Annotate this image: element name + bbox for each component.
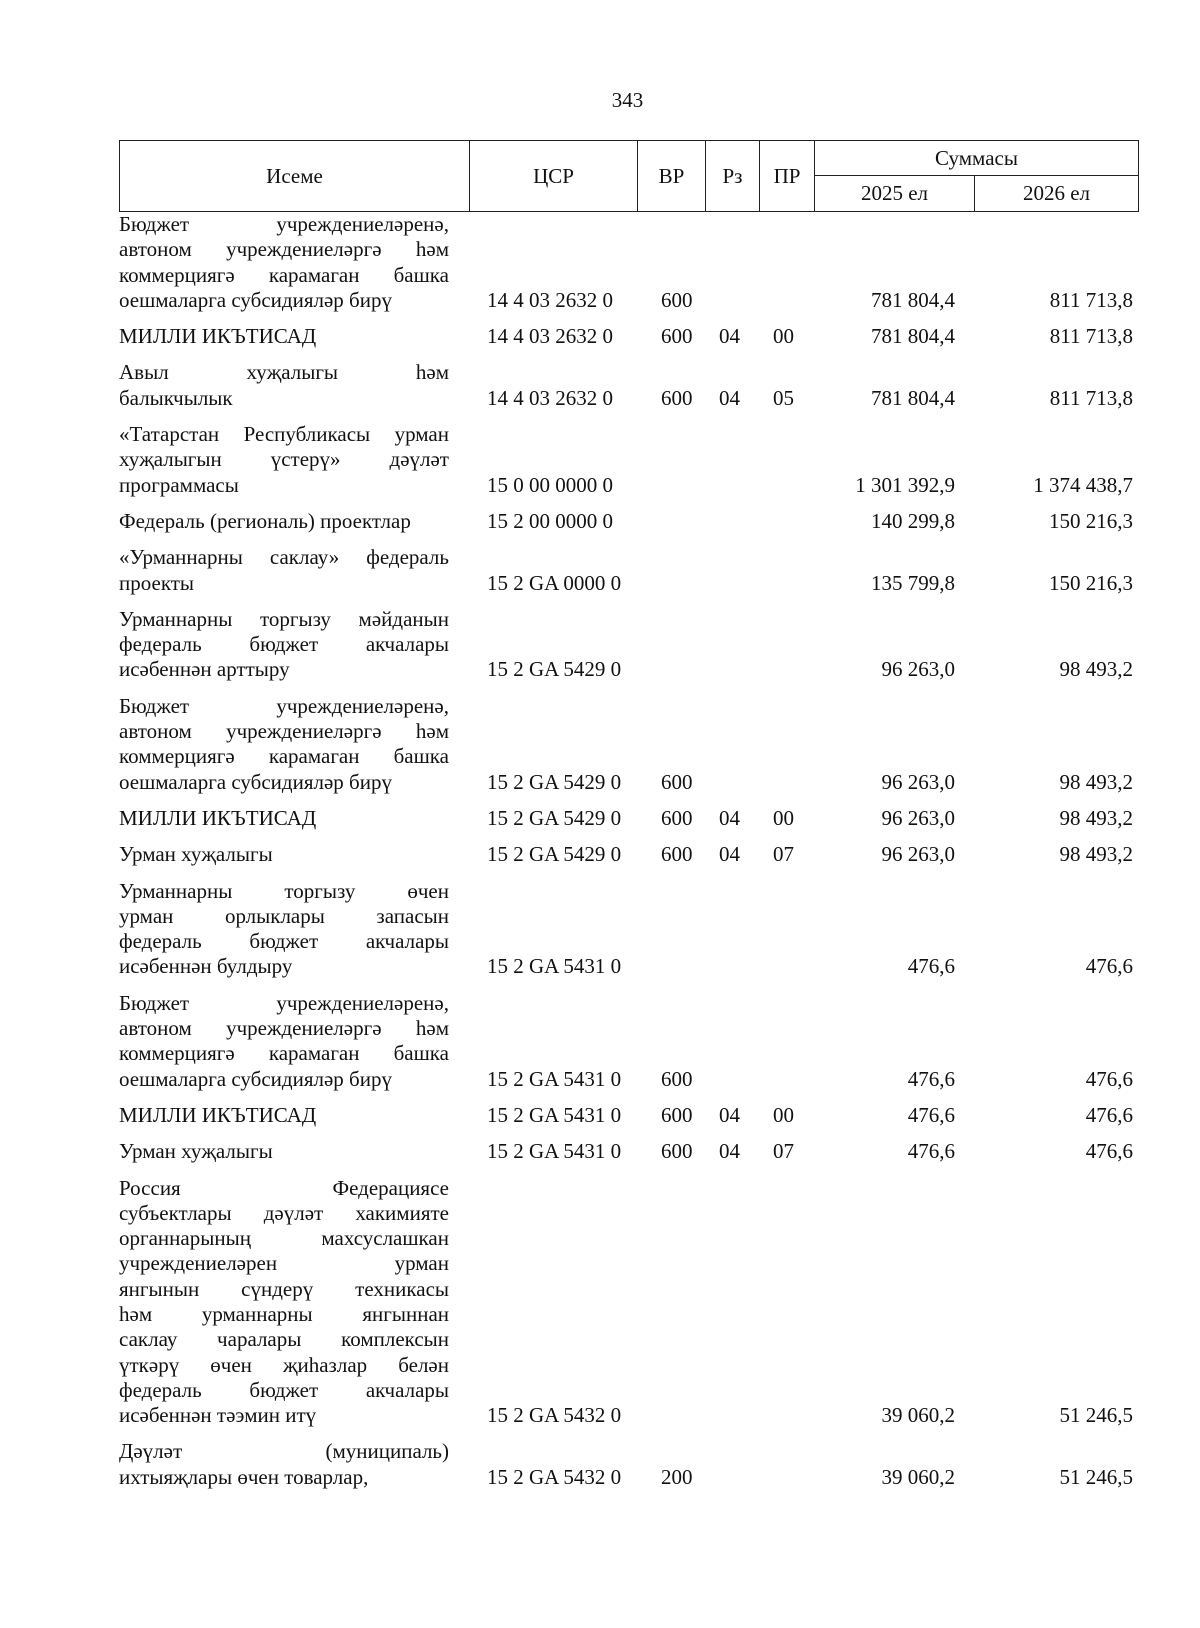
header-vr: ВР xyxy=(638,141,706,211)
table-row xyxy=(119,694,1139,795)
row-name-line: Бюджет учреждениеләренә, xyxy=(119,212,449,236)
row-name xyxy=(119,545,449,596)
row-vr: 600 xyxy=(661,324,693,349)
row-vr: 600 xyxy=(661,1102,693,1127)
row-name-line: урман орлыклары запасын xyxy=(119,903,449,928)
row-name-line: исәбеннән булдыру xyxy=(119,954,293,979)
row-sum-2025: 96 263,0 xyxy=(881,842,955,867)
row-sum-2026: 98 493,2 xyxy=(1059,842,1133,867)
table-row xyxy=(119,842,1139,867)
row-csr: 15 2 GA 5429 0 xyxy=(487,805,622,830)
row-sum-2025: 140 299,8 xyxy=(871,508,955,533)
row-name-line: янгынын сүндерү техникасы xyxy=(119,1276,449,1301)
row-rz: 04 xyxy=(719,324,740,349)
header-pr: ПР xyxy=(760,141,815,211)
row-name xyxy=(119,212,449,313)
row-csr: 15 0 00 0000 0 xyxy=(487,472,613,497)
row-vr: 600 xyxy=(661,1139,693,1164)
row-name-line: «Урманнарны саклау» федераль xyxy=(119,545,449,570)
row-rz: 04 xyxy=(719,1102,740,1127)
row-sum-2025: 476,6 xyxy=(907,1139,955,1164)
row-sum-2026: 51 246,5 xyxy=(1059,1464,1133,1489)
row-sum-2026: 811 713,8 xyxy=(1049,324,1133,349)
page-number: 343 xyxy=(611,88,644,112)
row-csr: 15 2 GA 5431 0 xyxy=(487,1139,622,1164)
row-vr: 600 xyxy=(661,842,693,867)
row-sum-2026: 51 246,5 xyxy=(1059,1403,1133,1428)
row-sum-2026: 811 713,8 xyxy=(1049,385,1133,410)
row-name-line: автоном учреждениеләргә һәм xyxy=(119,1016,449,1041)
row-name-line: Урман хуҗалыгы xyxy=(119,842,273,867)
row-sum-2025: 476,6 xyxy=(907,954,955,979)
row-vr: 600 xyxy=(661,805,693,830)
row-name-line: Бюджет учреждениеләренә, xyxy=(119,990,449,1015)
row-sum-2025: 781 804,4 xyxy=(871,324,955,349)
row-pr: 00 xyxy=(773,1102,794,1127)
row-name-line: коммерциягә карамаган башка xyxy=(119,744,449,769)
row-name-line: федераль бюджет акчалары xyxy=(119,632,449,657)
row-csr: 15 2 GA 5429 0 xyxy=(487,657,622,682)
row-vr: 600 xyxy=(661,769,693,794)
header-name: Исеме xyxy=(120,141,470,211)
row-csr: 15 2 GA 0000 0 xyxy=(487,570,622,595)
row-sum-2025: 96 263,0 xyxy=(881,805,955,830)
row-pr: 07 xyxy=(773,842,794,867)
row-name-line: коммерциягә карамаган башка xyxy=(119,262,449,287)
row-pr: 07 xyxy=(773,1139,794,1164)
row-pr: 00 xyxy=(773,324,794,349)
row-name-line: балыкчылык xyxy=(119,385,233,410)
row-name-line: программасы xyxy=(119,472,239,497)
row-sum-2026: 476,6 xyxy=(1085,954,1133,979)
row-sum-2025: 135 799,8 xyxy=(871,570,955,595)
row-name-line: һәм урманнарны янгыннан xyxy=(119,1301,449,1326)
row-name xyxy=(119,360,449,411)
row-sum-2026: 476,6 xyxy=(1085,1139,1133,1164)
row-rz: 04 xyxy=(719,1139,740,1164)
row-sum-2025: 96 263,0 xyxy=(881,769,955,794)
row-name-line: коммерциягә карамаган башка xyxy=(119,1041,449,1066)
row-csr: 14 4 03 2632 0 xyxy=(487,385,613,410)
table-row xyxy=(119,509,1139,534)
row-name-line: хуҗалыгын үстерү» дәүләт xyxy=(119,447,449,472)
row-name xyxy=(119,1103,449,1128)
row-sum-2025: 96 263,0 xyxy=(881,657,955,682)
row-name-line: МИЛЛИ ИКЪТИСАД xyxy=(119,1102,317,1127)
row-name xyxy=(119,1176,449,1429)
table-row xyxy=(119,422,1139,498)
row-vr: 600 xyxy=(661,287,693,312)
row-name xyxy=(119,1139,449,1164)
row-name xyxy=(119,607,449,683)
row-sum-2025: 781 804,4 xyxy=(871,287,955,312)
row-sum-2026: 476,6 xyxy=(1085,1102,1133,1127)
row-vr: 200 xyxy=(661,1464,693,1489)
row-sum-2026: 811 713,8 xyxy=(1049,287,1133,312)
table-header xyxy=(119,140,1139,212)
row-name xyxy=(119,991,449,1092)
row-sum-2025: 476,6 xyxy=(907,1102,955,1127)
row-name-line: саклау чаралары комплексын xyxy=(119,1327,449,1352)
row-name-line: федераль бюджет акчалары xyxy=(119,929,449,954)
header-sums xyxy=(815,141,1138,211)
row-name-line: Дәүләт (муниципаль) xyxy=(119,1439,449,1464)
row-name-line: субъектлары дәүләт хакимияте xyxy=(119,1200,449,1225)
row-name-line: автоном учреждениеләргә һәм xyxy=(119,719,449,744)
row-sum-2026: 98 493,2 xyxy=(1059,769,1133,794)
row-name-line: «Татарстан Республикасы урман xyxy=(119,422,449,447)
row-name xyxy=(119,879,449,980)
table-row xyxy=(119,545,1139,596)
row-name-line: Авыл хуҗалыгы һәм xyxy=(119,360,449,385)
row-name-line: федераль бюджет акчалары xyxy=(119,1377,449,1402)
table-row xyxy=(119,991,1139,1092)
header-sums-title: Суммасы xyxy=(815,141,1138,176)
row-name-line: исәбеннән арттыру xyxy=(119,657,290,682)
row-csr: 15 2 GA 5429 0 xyxy=(487,769,622,794)
row-sum-2026: 150 216,3 xyxy=(1049,570,1133,595)
row-name xyxy=(119,1439,449,1490)
row-name-line: үткәрү өчен җиһазлар белән xyxy=(119,1352,449,1377)
row-name-line: учреждениеләрен урман xyxy=(119,1251,449,1276)
row-name-line: проекты xyxy=(119,570,195,595)
row-rz: 04 xyxy=(719,842,740,867)
row-vr: 600 xyxy=(661,385,693,410)
row-name-line: Бюджет учреждениеләренә, xyxy=(119,693,449,718)
table-row xyxy=(119,360,1139,411)
row-sum-2026: 98 493,2 xyxy=(1059,657,1133,682)
table-row xyxy=(119,1439,1139,1490)
row-name xyxy=(119,324,449,349)
row-pr: 05 xyxy=(773,385,794,410)
row-name-line: ихтыяҗлары өчен товарлар, xyxy=(119,1464,369,1489)
row-name xyxy=(119,806,449,831)
table-row xyxy=(119,607,1139,683)
header-csr: ЦСР xyxy=(470,141,638,211)
row-sum-2026: 476,6 xyxy=(1085,1066,1133,1091)
row-csr: 15 2 00 0000 0 xyxy=(487,508,613,533)
row-sum-2026: 98 493,2 xyxy=(1059,805,1133,830)
row-csr: 15 2 GA 5432 0 xyxy=(487,1403,622,1428)
row-name-line: Урманнарны торгызу мәйданын xyxy=(119,606,449,631)
row-csr: 15 2 GA 5431 0 xyxy=(487,1102,622,1127)
header-year-2026: 2026 ел xyxy=(1022,181,1091,205)
row-sum-2025: 476,6 xyxy=(907,1066,955,1091)
row-name-line: автоном учреждениеләргә һәм xyxy=(119,237,449,262)
row-name-line: Урман хуҗалыгы xyxy=(119,1139,273,1164)
row-name-line: оешмаларга субсидияләр бирү xyxy=(119,287,392,312)
row-csr: 15 2 GA 5431 0 xyxy=(487,954,622,979)
row-name-line: исәбеннән тәэмин итү xyxy=(119,1403,317,1428)
row-name-line: оешмаларга субсидияләр бирү xyxy=(119,1066,392,1091)
row-sum-2026: 150 216,3 xyxy=(1049,508,1133,533)
row-csr: 14 4 03 2632 0 xyxy=(487,287,613,312)
row-name-line: оешмаларга субсидияләр бирү xyxy=(119,769,392,794)
table-row xyxy=(119,1176,1139,1429)
table-row xyxy=(119,879,1139,980)
row-rz: 04 xyxy=(719,385,740,410)
row-name xyxy=(119,694,449,795)
row-csr: 15 2 GA 5431 0 xyxy=(487,1066,622,1091)
header-rz: Рз xyxy=(706,141,760,211)
row-sum-2026: 1 374 438,7 xyxy=(1033,472,1133,497)
row-sum-2025: 1 301 392,9 xyxy=(855,472,955,497)
row-csr: 15 2 GA 5432 0 xyxy=(487,1464,622,1489)
table-row xyxy=(119,324,1139,349)
table-body xyxy=(119,212,1139,1501)
table-row xyxy=(119,1103,1139,1128)
table-row xyxy=(119,1139,1139,1164)
row-sum-2025: 39 060,2 xyxy=(881,1464,955,1489)
row-name-line: Федераль (региональ) проектлар xyxy=(119,508,411,533)
row-csr: 15 2 GA 5429 0 xyxy=(487,842,622,867)
row-name-line: МИЛЛИ ИКЪТИСАД xyxy=(119,324,317,349)
row-rz: 04 xyxy=(719,805,740,830)
row-sum-2025: 781 804,4 xyxy=(871,385,955,410)
row-name-line: Урманнарны торгызу өчен xyxy=(119,878,449,903)
row-name xyxy=(119,422,449,498)
row-name xyxy=(119,842,449,867)
row-vr: 600 xyxy=(661,1066,693,1091)
row-sum-2025: 39 060,2 xyxy=(881,1403,955,1428)
row-csr: 14 4 03 2632 0 xyxy=(487,324,613,349)
header-year-2025: 2025 ел xyxy=(815,176,975,211)
table-row xyxy=(119,806,1139,831)
row-name xyxy=(119,509,449,534)
row-name-line: Россия Федерациясе xyxy=(119,1175,449,1200)
row-pr: 00 xyxy=(773,805,794,830)
table-row xyxy=(119,212,1139,313)
row-name-line: МИЛЛИ ИКЪТИСАД xyxy=(119,805,317,830)
row-name-line: органнарының махсуслашкан xyxy=(119,1226,449,1251)
